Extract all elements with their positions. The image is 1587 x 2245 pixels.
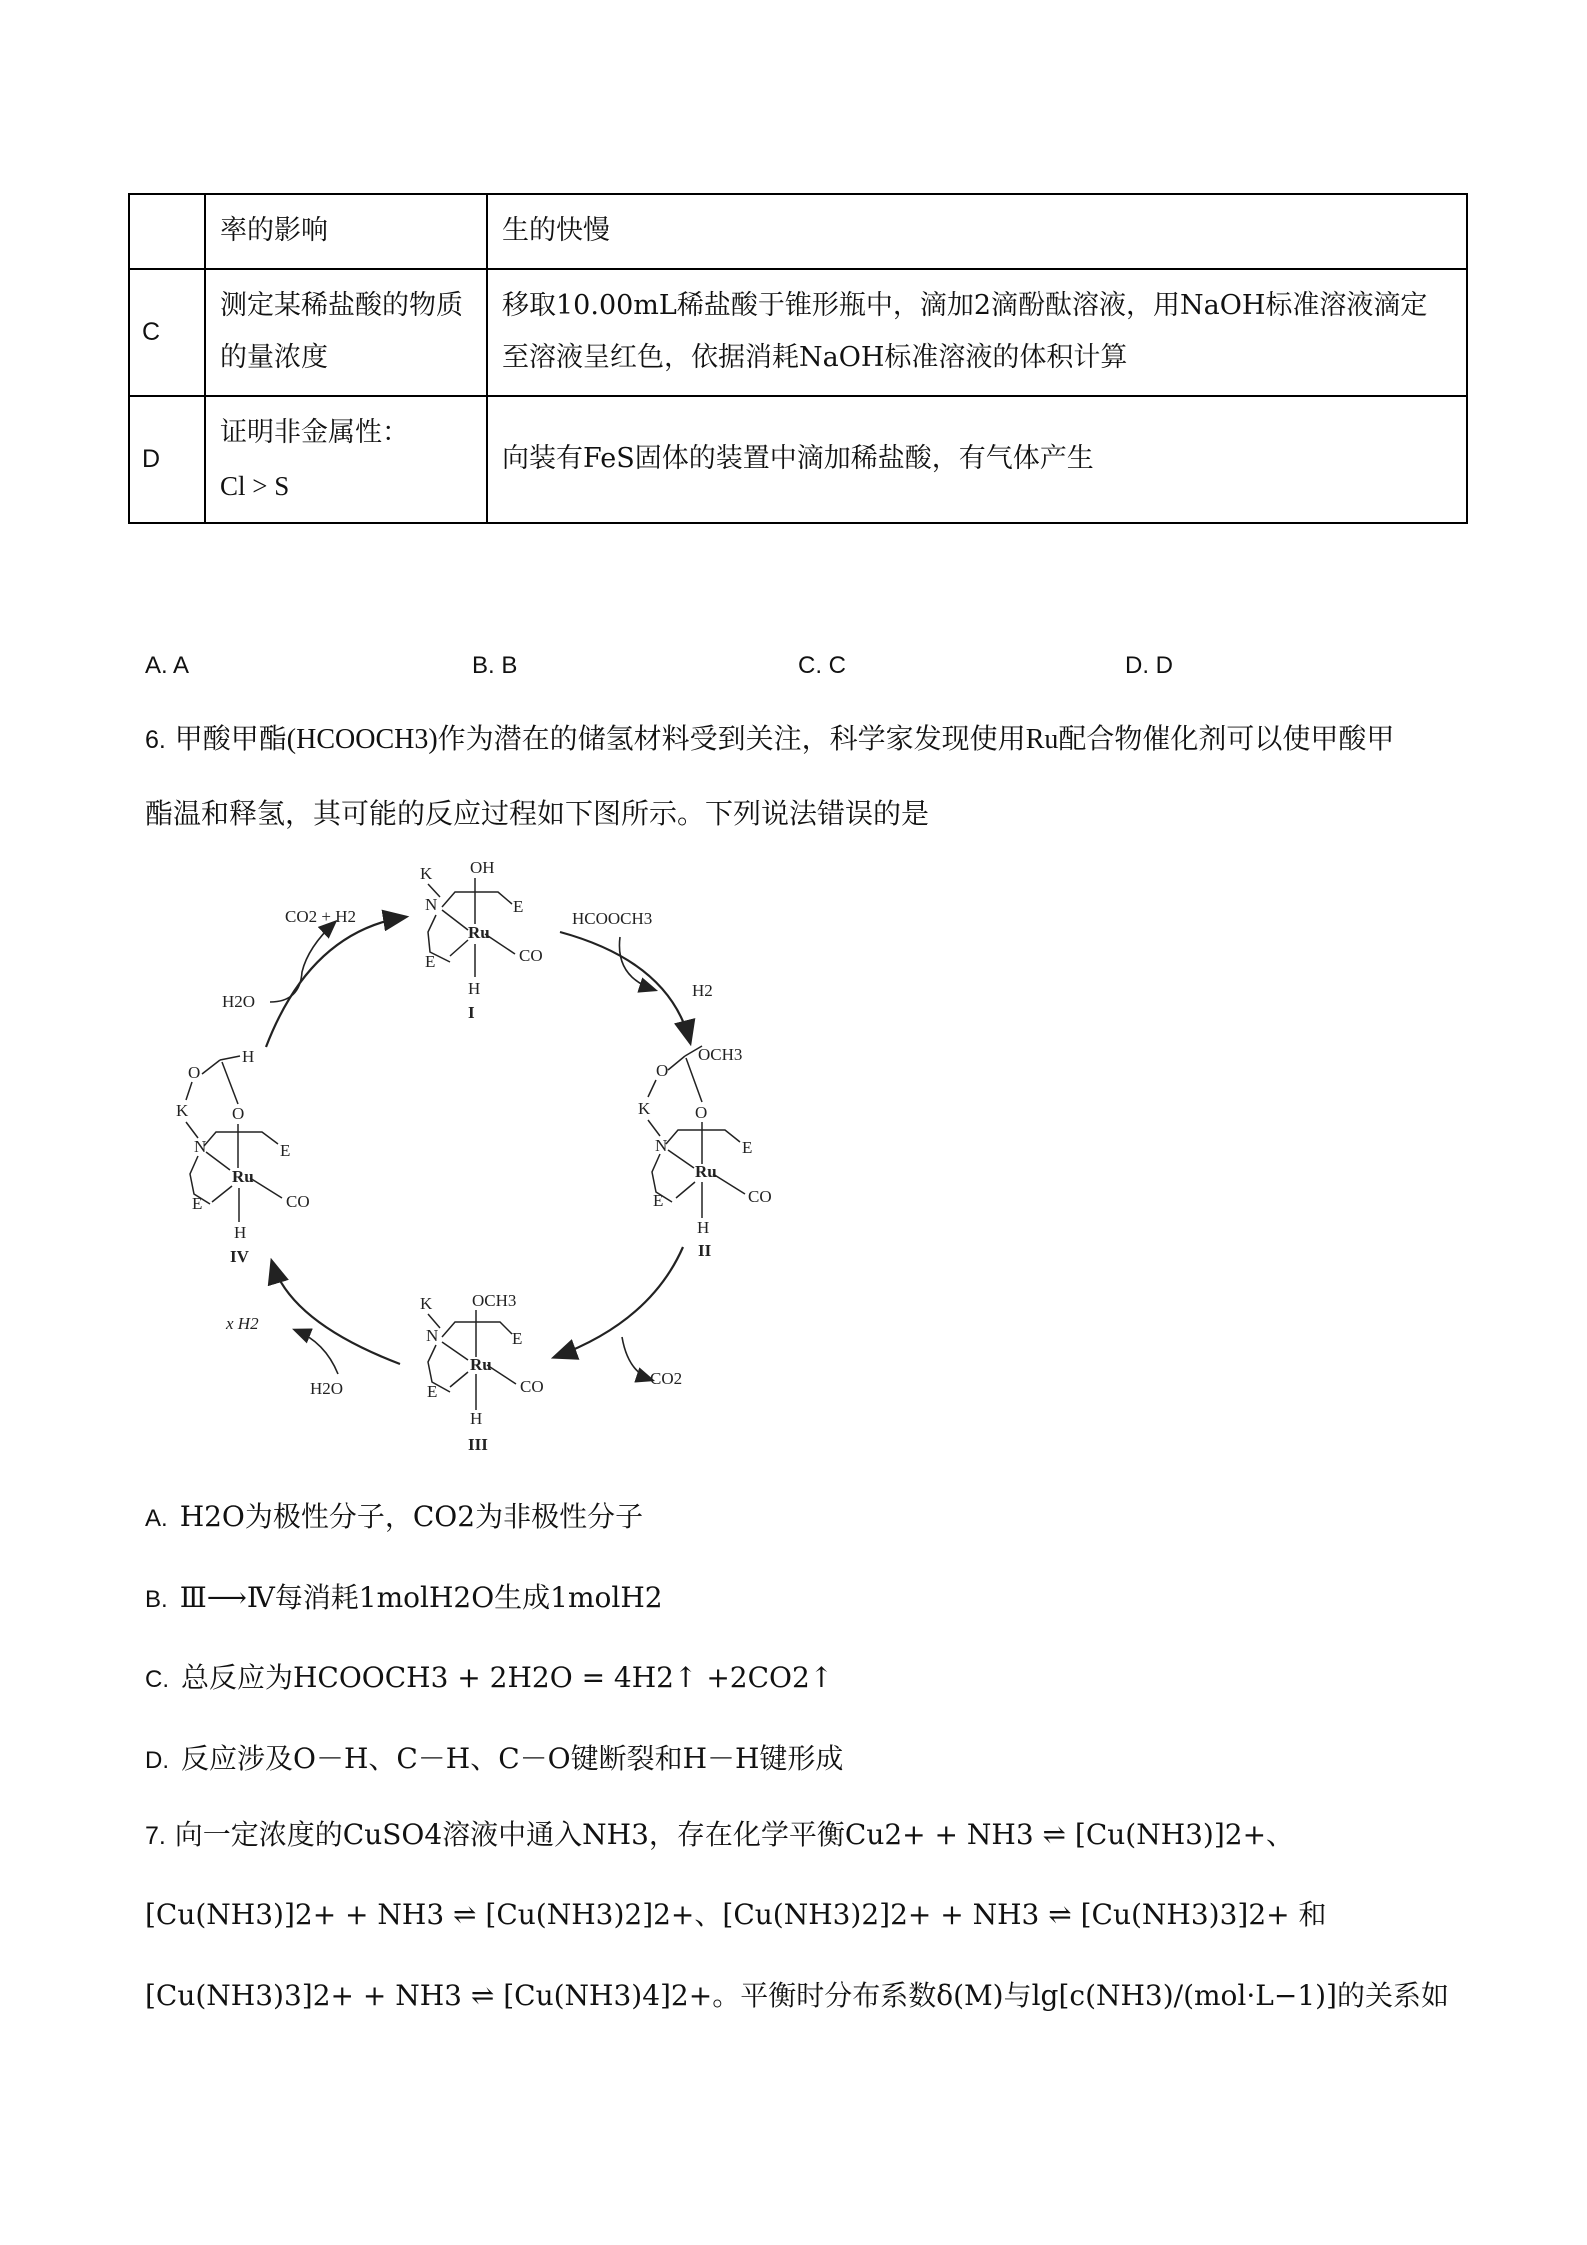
choice-a[interactable]: A. A [145, 652, 190, 679]
q6-stem-c: 配合物催化剂可以使甲酸甲 [1058, 722, 1395, 755]
option-text: 总反应为HCOOCH3 + 2H2O = 4H2↑ +2CO2↑ [181, 1661, 834, 1694]
q6-stem-line1 [145, 722, 1394, 757]
o-label: O [695, 1103, 708, 1122]
n-label: N [655, 1136, 668, 1155]
option-text: Ⅲ⟶Ⅳ每消耗1molH2O生成1molH2 [179, 1581, 663, 1614]
e-label: E [425, 952, 436, 971]
co2-out-label: CO2 [650, 1369, 683, 1388]
row-purpose: 测定某稀盐酸的物质的量浓度 [205, 269, 487, 396]
e-label: E [512, 1329, 523, 1348]
q7-stem-line1 [145, 1818, 1294, 1852]
o-label: O [656, 1061, 669, 1080]
n-label: N [194, 1137, 207, 1156]
e-label: E [427, 1382, 438, 1401]
experiment-table [128, 193, 1468, 524]
och3-label: OCH3 [472, 1291, 517, 1310]
ru-label: Ru [695, 1162, 717, 1181]
e-label: E [192, 1194, 203, 1213]
row-operation: 向装有FeS固体的装置中滴加稀盐酸，有气体产生 [487, 396, 1467, 523]
row-operation: 移取10.00mL稀盐酸于锥形瓶中，滴加2滴酚酞溶液，用NaOH标准溶液滴定至溶液呈红色，依据消耗NaOH标准溶液的体积计算 [487, 269, 1467, 396]
row-label: C [129, 269, 205, 396]
q6-stem-b: 作为潜在的储氢材料受到关注，科学家发现使用 [437, 722, 1026, 755]
o-label: O [232, 1104, 245, 1123]
och3-label: OCH3 [698, 1045, 743, 1064]
label-IV: IV [230, 1247, 249, 1266]
co-label: CO [520, 1377, 544, 1396]
row-purpose [205, 396, 487, 523]
q6-option-b[interactable] [145, 1576, 663, 1616]
h-label: H [234, 1223, 247, 1242]
co-label: CO [748, 1187, 772, 1206]
q6-stem-a: 甲酸甲酯 [174, 722, 287, 755]
q7-stem-line2: [Cu(NH3)]2+ + NH3 ⇌ [Cu(NH3)2]2+、[Cu(NH3)2]2+ + NH3 ⇌ [Cu(NH3)3]2+ 和 [145, 1898, 1327, 1931]
ru-label: Ru [468, 923, 490, 942]
n-label: N [425, 895, 438, 914]
q7-text: 向一定浓度的CuSO4溶液中通入NH3，存在化学平衡Cu2+ + NH3 ⇌ [Cu(NH3)]2+、 [174, 1818, 1295, 1851]
complex-I [420, 858, 543, 1022]
k-label: K [420, 864, 433, 883]
table-row [129, 194, 1467, 269]
k-label: K [638, 1099, 651, 1118]
label-II: II [698, 1241, 712, 1260]
e-label: E [280, 1141, 291, 1160]
row-purpose: 率的影响 [205, 194, 487, 269]
catalytic-cycle-diagram [150, 852, 810, 1472]
h2o-label: H2O [222, 992, 256, 1011]
option-label: B. [145, 1586, 168, 1613]
hcooch3-label: HCOOCH3 [572, 909, 653, 928]
h-label: H [468, 979, 481, 998]
row-label [129, 194, 205, 269]
choice-d[interactable]: D. D [1125, 652, 1173, 679]
q6-option-d[interactable] [145, 1737, 843, 1777]
h-label: H [470, 1409, 483, 1428]
oh-label: OH [470, 858, 495, 877]
h-label: H [242, 1047, 255, 1066]
q6-ru: Ru [1025, 724, 1059, 755]
choice-b[interactable]: B. B [472, 652, 518, 679]
option-text: 反应涉及O－H、C－H、C－O键断裂和H－H键形成 [181, 1742, 844, 1775]
e-label: E [742, 1138, 753, 1157]
option-label: A. [145, 1505, 168, 1532]
q7-stem-line3: [Cu(NH3)3]2+ + NH3 ⇌ [Cu(NH3)4]2+。平衡时分布系数δ(M)与lg[c(NH3)/(mol·L−1)]的关系如 [145, 1979, 1449, 2012]
question-number: 7. [145, 1822, 166, 1850]
option-label: C. [145, 1666, 169, 1693]
h2o-label: H2O [310, 1379, 344, 1398]
complex-III [420, 1291, 544, 1454]
choice-c[interactable]: C. C [798, 652, 846, 679]
purpose-line: 证明非金属性： [220, 416, 409, 448]
ru-label: Ru [232, 1167, 254, 1186]
option-label: D. [145, 1747, 169, 1774]
e-label: E [513, 897, 524, 916]
h-label: H [697, 1218, 710, 1237]
question-number: 6. [145, 726, 166, 754]
row-label: D [129, 396, 205, 523]
k-label: K [176, 1101, 189, 1120]
o-label: O [188, 1063, 201, 1082]
q6-stem-line2: 酯温和释氢，其可能的反应过程如下图所示。下列说法错误的是 [145, 797, 930, 830]
co-label: CO [286, 1192, 310, 1211]
q6-option-c[interactable] [145, 1656, 833, 1696]
complex-IV [176, 1047, 310, 1266]
q6-formula: (HCOOCH3) [286, 724, 438, 755]
label-I: I [468, 1003, 475, 1022]
co2-h2-label: CO2 + H2 [285, 907, 356, 926]
option-text: H2O为极性分子，CO2为非极性分子 [179, 1500, 644, 1533]
complex-II [638, 1045, 772, 1260]
table-row [129, 269, 1467, 396]
purpose-line: Cl > S [220, 470, 290, 501]
k-label: K [420, 1294, 433, 1313]
q6-option-a[interactable] [145, 1495, 643, 1535]
table-row [129, 396, 1467, 523]
label-III: III [468, 1435, 488, 1454]
row-operation: 生的快慢 [487, 194, 1467, 269]
n-label: N [426, 1326, 439, 1345]
xh2-label: x H2 [226, 1314, 259, 1333]
co-label: CO [519, 946, 543, 965]
h2-out-label: H2 [692, 981, 713, 1000]
e-label: E [653, 1191, 664, 1210]
ru-label: Ru [470, 1355, 492, 1374]
